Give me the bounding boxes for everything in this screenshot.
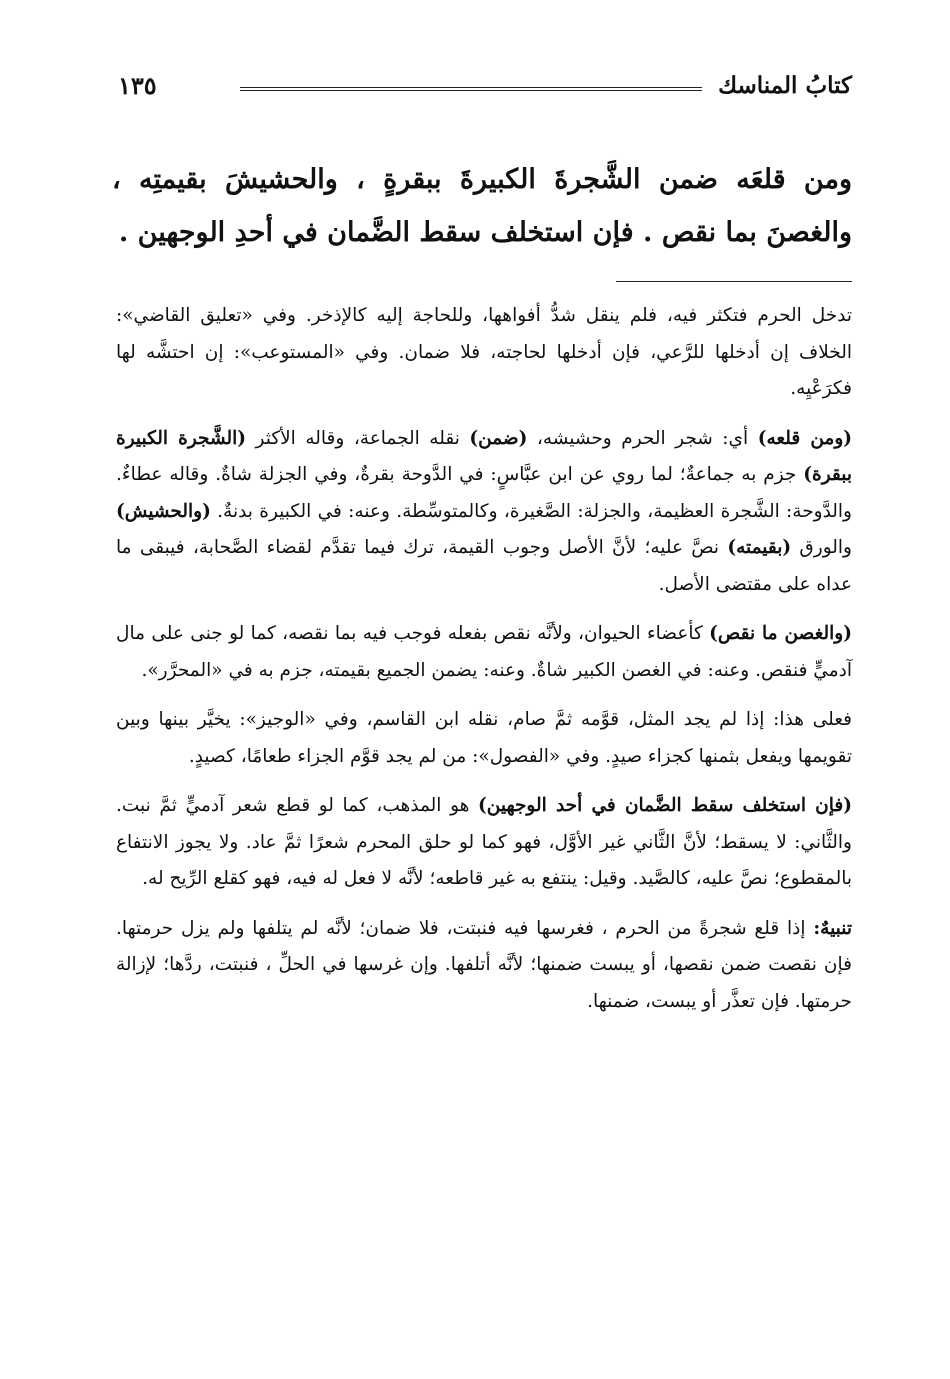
commentary-text: تدخل الحرم فتكثر فيه، فلم ينقل شدُّ أفواهها، وللحاجة إليه كالإذخر. وفي «تعليق القاضي»: الخلاف إن أدخلها للرَّعي، فإن أدخلها لحاجته، فلا ضمان. وفي «المستوعب»: إن احتشَّه لها فكرَعْيِه. bbox=[116, 305, 852, 399]
commentary-text: إذا قلع شجرةً من الحرم ، فغرسها فيه فنبتت، فلا ضمان؛ لأنَّه لم يتلفها ولم يزل حرمتها. فإن نقصت ضمن نقصها، أو يبست ضمنها؛ لأنَّه أتلفها. وإن غرسها في الحلِّ ، فنبتت، ردَّها؛ لإزالة حرمتها. فإن تعذَّر أو يبست، ضمنها. bbox=[116, 917, 852, 1012]
main-text-paragraph: ومن قلعَه ضمن الشَّجرةَ الكبيرةَ ببقرةٍ ، والحشيشَ بقيمتِه ، والغصنَ بما نقص . فإن استخلف سقط الضَّمان في أحدِ الوجهين . bbox=[112, 164, 852, 248]
quoted-main-text: (الشَّجرة الكبيرة ببقرة) bbox=[116, 427, 852, 485]
running-title: كتابُ المناسك bbox=[718, 72, 852, 99]
commentary-text: أي: شجر الحرم وحشيشه، bbox=[527, 427, 758, 449]
quoted-main-text: (ضمن) bbox=[469, 427, 528, 449]
header-rule bbox=[240, 87, 702, 91]
commentary-text: هو المذهب، كما لو قطع شعر آدميٍّ ثمَّ نبت. والثَّاني: لا يسقط؛ لأنَّ الثَّاني غير الأوَّل، فهو كما لو حلق المحرم شعرًا ثمَّ عاد. ولا يجوز الانتفاع بالمقطوع؛ نصَّ عليه، كالصَّيد. وقيل: ينتفع به غير قاطعه؛ لأنَّه لا فعل له فيه، فهو كقلع الرِّيح له. bbox=[116, 795, 852, 889]
commentary-paragraph-5 bbox=[116, 788, 852, 898]
page-number: ١٣٥ bbox=[118, 71, 157, 100]
note-label: تنبيهٌ: bbox=[813, 917, 852, 939]
commentary-text: والورق bbox=[791, 537, 852, 558]
commentary bbox=[116, 298, 852, 1033]
commentary-paragraph-2 bbox=[116, 421, 852, 604]
page-header bbox=[118, 68, 852, 108]
commentary-text: فعلى هذا: إذا لم يجد المثل، قوَّمه ثمَّ صام، نقله ابن القاسم، وفي «الوجيز»: يخيَّر بينها وبين تقويمها ويفعل بثمنها كجزاء صيدٍ. وفي «الفصول»: من لم يجد قوَّم الجزاء طعامًا، كصيدٍ. bbox=[116, 709, 852, 767]
main-text bbox=[112, 153, 852, 259]
quoted-main-text: (فإن استخلف سقط الضَّمان في أحد الوجهين) bbox=[478, 795, 853, 816]
commentary-paragraph-6 bbox=[116, 911, 852, 1021]
commentary-paragraph-3 bbox=[116, 616, 852, 689]
commentary-text: نصَّ عليه؛ لأنَّ الأصل وجوب القيمة، ترك فيما تقدَّم لقضاء الصَّحابة، فيبقى ما عداه على مقتضى الأصل. bbox=[116, 537, 852, 595]
commentary-paragraph-4 bbox=[116, 702, 852, 775]
quoted-main-text: (والحشيش) bbox=[116, 500, 211, 522]
commentary-text: كأعضاء الحيوان، ولأنَّه نقص بفعله فوجب فيه بما نقصه، كما لو جنى على مال آدميٍّ فنقص. وعنه: في الغصن الكبير شاةٌ. وعنه: يضمن الجميع بقيمته، جزم به في «المحرَّر». bbox=[116, 623, 852, 681]
quoted-main-text: (بقيمته) bbox=[727, 537, 792, 558]
quoted-main-text: (ومن قلعه) bbox=[757, 427, 853, 449]
commentary-text: جزم به جماعةٌ؛ لما روي عن ابن عبَّاسٍ: في الدَّوحة بقرةٌ، وفي الجزلة شاةٌ. وقاله عطاءٌ. والدَّوحة: الشَّجرة العظيمة، والجزلة: الصَّغيرة، وكالمتوسِّطة. وعنه: في الكبيرة بدنةٌ. bbox=[116, 464, 852, 522]
commentary-paragraph-1 bbox=[116, 298, 852, 408]
commentary-separator bbox=[616, 281, 852, 282]
quoted-main-text: (والغصن ما نقص) bbox=[709, 623, 852, 644]
commentary-text: نقله الجماعة، وقاله الأكثر bbox=[246, 427, 470, 449]
